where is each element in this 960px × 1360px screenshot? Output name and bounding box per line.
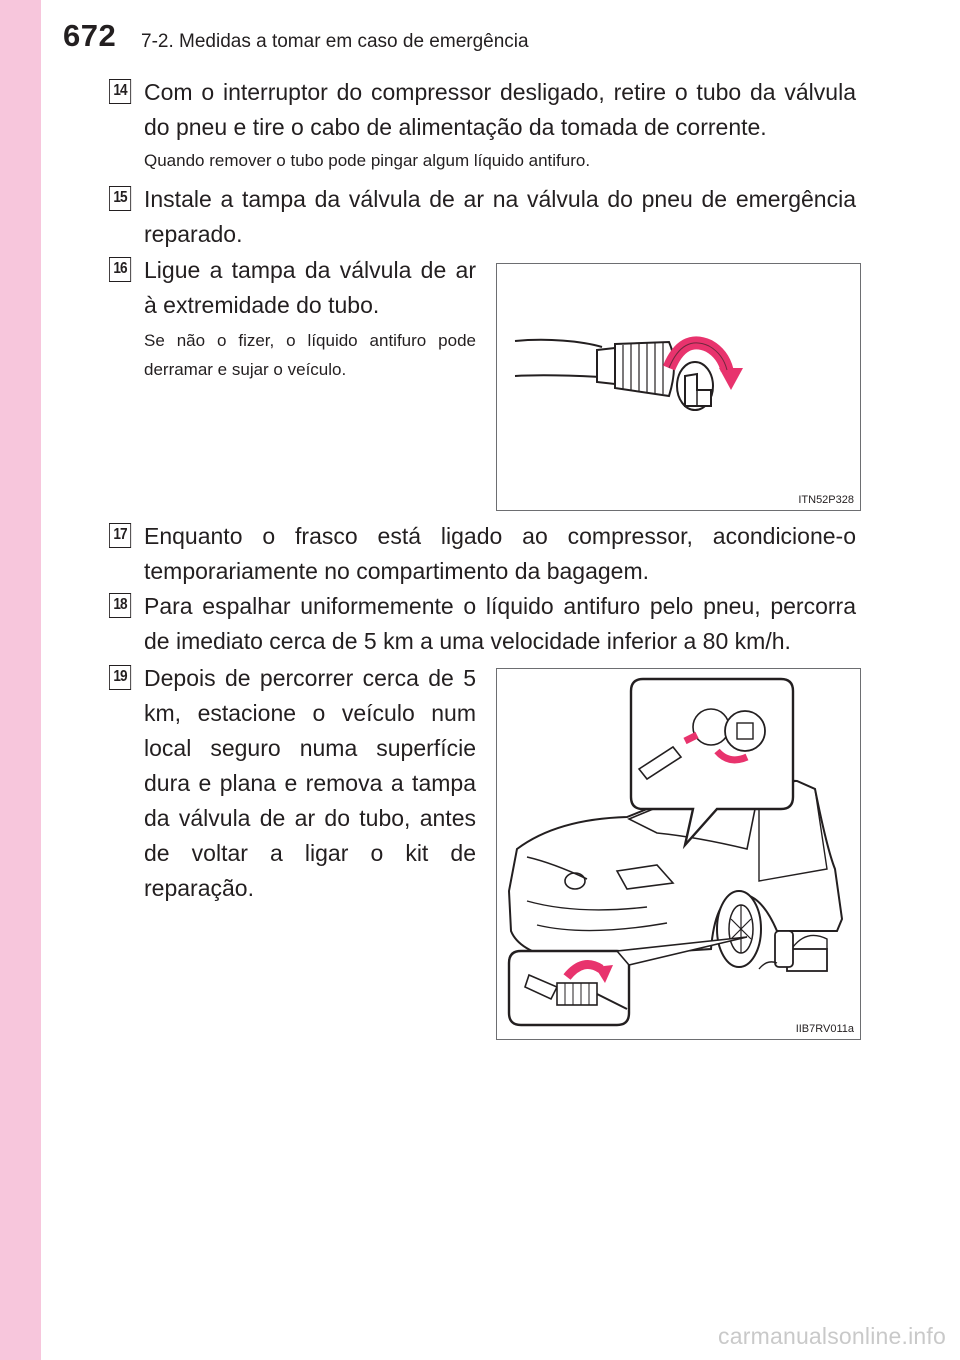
page-number: 672 [63, 18, 117, 53]
watermark: carmanualsonline.info [718, 1323, 946, 1349]
step-number-16: 16 [109, 257, 131, 282]
step-number-17: 17 [109, 523, 131, 548]
step-14-text: Com o interruptor do compressor desligado, retire o tubo da válvula do pneu e tire o cabo de alimentação da tomada de corrente. [144, 79, 856, 140]
step-15-text: Instale a tampa da válvula de ar na válvula do pneu de emergência reparado. [144, 186, 856, 247]
figure-tube-valve-cap [496, 263, 861, 511]
step-number-18: 18 [109, 593, 131, 618]
step-19-text: Depois de percorrer cerca de 5 km, estacione o veículo num local seguro numa superfície dura e plana e remova a tampa da válvula de ar do tubo, antes de voltar a ligar o kit de reparação. [144, 665, 476, 901]
side-color-band [0, 0, 41, 1360]
step-number-14: 14 [109, 79, 131, 104]
tube-end-with-valve-cap-icon [497, 264, 861, 511]
figure-code: ITN52P328 [798, 494, 854, 506]
car-with-repair-kit-icon [497, 669, 861, 1040]
step-18-text: Para espalhar uniformemente o líquido antifuro pelo pneu, percorra de imediato cerca de 5 km a uma velocidade inferior a 80 km/h. [144, 593, 856, 654]
figure-code: IIB7RV011a [795, 1023, 854, 1035]
step-17-text: Enquanto o frasco está ligado ao compressor, acondicione-o temporariamente no compartimento da bagagem. [144, 523, 856, 584]
step-number-15: 15 [109, 186, 131, 211]
step-14-note: Quando remover o tubo pode pingar algum líquido antifuro. [144, 151, 591, 170]
step-16-text: Ligue a tampa da válvula de ar à extremidade do tubo. [144, 257, 476, 318]
step-16-note: Se não o fizer, o líquido antifuro pode derramar e sujar o veículo. [144, 331, 476, 379]
figure-car-repair-kit [496, 668, 861, 1040]
step-number-19: 19 [109, 665, 131, 690]
section-title: 7-2. Medidas a tomar em caso de emergência [141, 31, 529, 52]
